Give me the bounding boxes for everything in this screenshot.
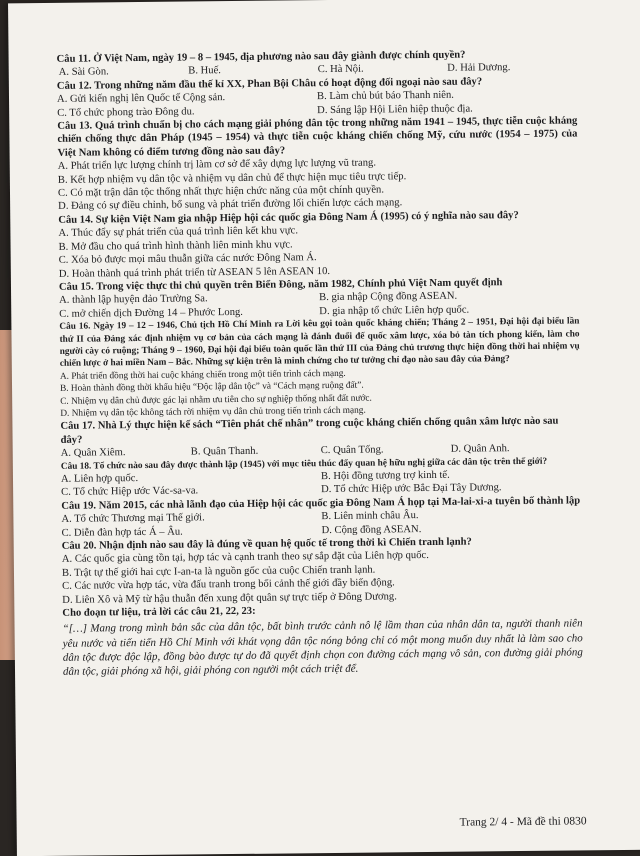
option-c[interactable]: C. Tổ chức Hiệp ước Vác-sa-va. [61, 485, 199, 499]
option-c[interactable]: C. mở chiến dịch Đường 14 – Phước Long. [59, 306, 243, 320]
option-b[interactable]: B. Hội đồng tương trợ kinh tế. [320, 469, 450, 483]
option-b[interactable]: B. Làm chủ bút báo Thanh niên. [316, 89, 454, 103]
option-a[interactable]: A. Phát triển đồng thời hai cuộc kháng chiến trong một tiến trình cách mạng. [59, 368, 346, 382]
question-stem: Câu 14. Sự kiện Việt Nam gia nhập Hiệp hội các quốc gia Đông Nam Á (1995) có ý nghĩa nào sau đây? [58, 209, 519, 226]
option-b[interactable]: B. Liên minh châu Âu. [321, 510, 419, 523]
option-b[interactable]: B. Hoàn thành đồng thời khẩu hiệu “Độc lập dân tộc” và “Cách mạng ruộng đất”. [60, 380, 364, 394]
option-c[interactable]: C. Diễn đàn hợp tác Á – Âu. [61, 526, 183, 539]
option-d[interactable]: D. Nhiệm vụ dân tộc không tách rời nhiệm vụ dân chủ trong tiến trình cách mạng. [60, 405, 366, 419]
option-b[interactable]: B. Mở đầu cho quá trình hình thành liên minh khu vực. [58, 239, 293, 253]
question-stem: Câu 11. Ở Việt Nam, ngày 19 – 8 – 1945, địa phương nào sau đây giành được chính quyền? [56, 49, 466, 65]
question-stem: Câu 20. Nhận định nào sau đây là đúng về quan hệ quốc tế trong thời kì Chiến tranh lạnh? [61, 536, 472, 552]
option-d[interactable]: D. Cộng đồng ASEAN. [321, 523, 422, 536]
question-stem: Câu 16. Ngày 19 – 12 – 1946, Chủ tịch Hồ Chí Minh ra Lời kêu gọi toàn quốc kháng chiến; Tháng 2 – 1951, Đại hội đại biểu lần thứ II của Đảng xác định nhiệm vụ cơ bản của cách mạng là đánh đuổi đế quốc xâm lược, xóa bỏ tàn tích phong kiến, làm cho người cày có ruộng; Tháng 9 – 1960, Đại hội đại biểu toàn quốc lần thứ III của Đảng chủ trương thực hiện đồng thời hai nhiệm vụ chiến lược ở hai miền Nam – Bắc. Những sự kiện trên là minh chứng cho tư tưởng chỉ đạo nào sau đây của Đảng? [59, 316, 580, 370]
passage-quote: “[…] Mang trong mình bản sắc của dân tộc, bất bình trước cảnh nô lệ lầm than của nhân dân ta, người thanh niên yêu nước và tiến tiến Hồ Chí Minh với khát vọng dân tộc nóng bỏng chỉ có một mong muốn duy nhất là làm sao cho dân tộc được độc lập, đồng bào được tự do đã quyết định chọn con đường cách mạng vô sản, con đường giải phóng dân tộc, giải phóng xã hội, giải phóng con người một cách triệt để. [62, 617, 583, 678]
question-stem: Câu 19. Năm 2015, các nhà lãnh đạo của Hiệp hội các quốc gia Đông Nam Á họp tại Ma-lai-xi-a tuyên bố thành lập [61, 495, 581, 512]
option-c[interactable]: C. Tổ chức phong trào Đông du. [57, 106, 195, 119]
exam-content [57, 47, 584, 690]
question-stem: Câu 15. Trong việc thực thi chủ quyền trên Biển Đông, năm 1982, Chính phủ Việt Nam quyết định [58, 277, 503, 293]
option-a[interactable]: A. Gửi kiến nghị lên Quốc tế Cộng sản. [56, 92, 226, 106]
option-a[interactable]: A. Các quốc gia cùng tồn tại, hợp tác và cạnh tranh theo sự sắp đặt của Liên hợp quốc. [61, 550, 429, 566]
option-b[interactable]: B. Quân Thanh. [190, 445, 259, 458]
option-a[interactable]: A. Quân Xiêm. [60, 447, 126, 460]
option-d[interactable]: D. Tổ chức Hiệp ước Bắc Đại Tây Dương. [321, 482, 502, 496]
exam-page [8, 0, 640, 856]
option-c[interactable]: C. Hà Nội. [317, 64, 364, 76]
option-d[interactable]: D. Liên Xô và Mỹ từ hậu thuẫn đến xung đột quân sự trực tiếp ở Đông Dương. [62, 590, 397, 606]
option-a[interactable]: A. Sài Gòn. [58, 66, 109, 79]
option-d[interactable]: D. Hải Dương. [447, 62, 511, 75]
option-c[interactable]: C. Các nước vừa hợp tác, vừa đấu tranh trong bối cảnh thế giới đầy biến động. [62, 577, 395, 593]
question-stem: Câu 17. Nhà Lý thực hiện kế sách “Tiên phát chế nhân” trong cuộc kháng chiến chống quân xâm lược nào sau đây? [60, 415, 559, 446]
option-c[interactable]: C. Nhiệm vụ dân chủ được gác lại nhằm ưu tiên cho sự nghiệp thống nhất đất nước. [60, 393, 372, 407]
option-a[interactable]: A. Liên hợp quốc. [60, 473, 139, 485]
option-b[interactable]: B. gia nhập Cộng đồng ASEAN. [319, 290, 458, 304]
option-c[interactable]: C. Có mặt trận dân tộc thống nhất thực hiện chức năng của một chính quyền. [57, 184, 385, 199]
option-a[interactable]: A. Phát triển lực lượng chính trị làm cơ sở để xây dựng lực lượng vũ trang. [57, 157, 377, 173]
question-13 [57, 114, 577, 160]
option-b[interactable]: B. Huế. [188, 65, 221, 77]
option-d[interactable]: D. gia nhập tổ chức Liên hợp quốc. [319, 304, 470, 317]
option-d[interactable]: D. Hoàn thành quá trình phát triển từ ASEAN 5 lên ASEAN 10. [58, 265, 331, 280]
question-16 [59, 316, 579, 371]
option-d[interactable]: D. Sáng lập Hội Liên hiệp thuộc địa. [317, 103, 473, 116]
option-c[interactable]: C. Quân Tống. [320, 444, 384, 457]
option-d[interactable]: D. Đảng có sự điều chỉnh, bổ sung và phát triển đường lối chiến lược cách mạng. [58, 197, 403, 213]
passage-intro-text: Cho đoạn tư liệu, trả lời các câu 21, 22, 23: [62, 605, 256, 619]
question-stem: Câu 18. Tổ chức nào sau đây được thành lập (1945) với mục tiêu thúc đẩy quan hệ hữu nghị giữa các dân tộc trên thế giới? [60, 456, 548, 472]
option-b[interactable]: B. Trật tự thế giới hai cực I-an-ta là nguồn gốc của cuộc Chiến tranh lạnh. [61, 564, 376, 579]
option-a[interactable]: A. Tổ chức Thương mại Thế giới. [61, 512, 205, 526]
option-d[interactable]: D. Quân Anh. [450, 443, 510, 455]
page-footer: Trang 2/ 4 - Mã đề thi 0830 [459, 815, 587, 829]
option-b[interactable]: B. Kết hợp nhiệm vụ dân tộc và nhiệm vụ dân chủ để thực hiện mục tiêu trực tiếp. [57, 170, 407, 186]
option-c[interactable]: C. Xóa bỏ được mọi mâu thuẫn giữa các nước Đông Nam Á. [58, 252, 317, 266]
question-stem: Câu 12. Trong những năm đầu thế kỉ XX, Phan Bội Châu có hoạt động đối ngoại nào sau đây? [56, 76, 483, 92]
option-a[interactable]: A. Thúc đẩy sự phát triển của quá trình liên kết khu vực. [58, 225, 299, 240]
option-a[interactable]: A. thành lập huyện đảo Trường Sa. [59, 293, 208, 307]
question-stem: Câu 13. Quá trình chuẩn bị cho cách mạng giải phóng dân tộc trong những năm 1941 – 1945, thực tiễn cuộc kháng chiến chống thực dân Pháp (1945 – 1954) và thực tiễn cuộc kháng chiến chống Mỹ, cứu nước (1954 – 1975) của Việt Nam không có điểm tương đồng nào sau đây? [57, 115, 578, 159]
